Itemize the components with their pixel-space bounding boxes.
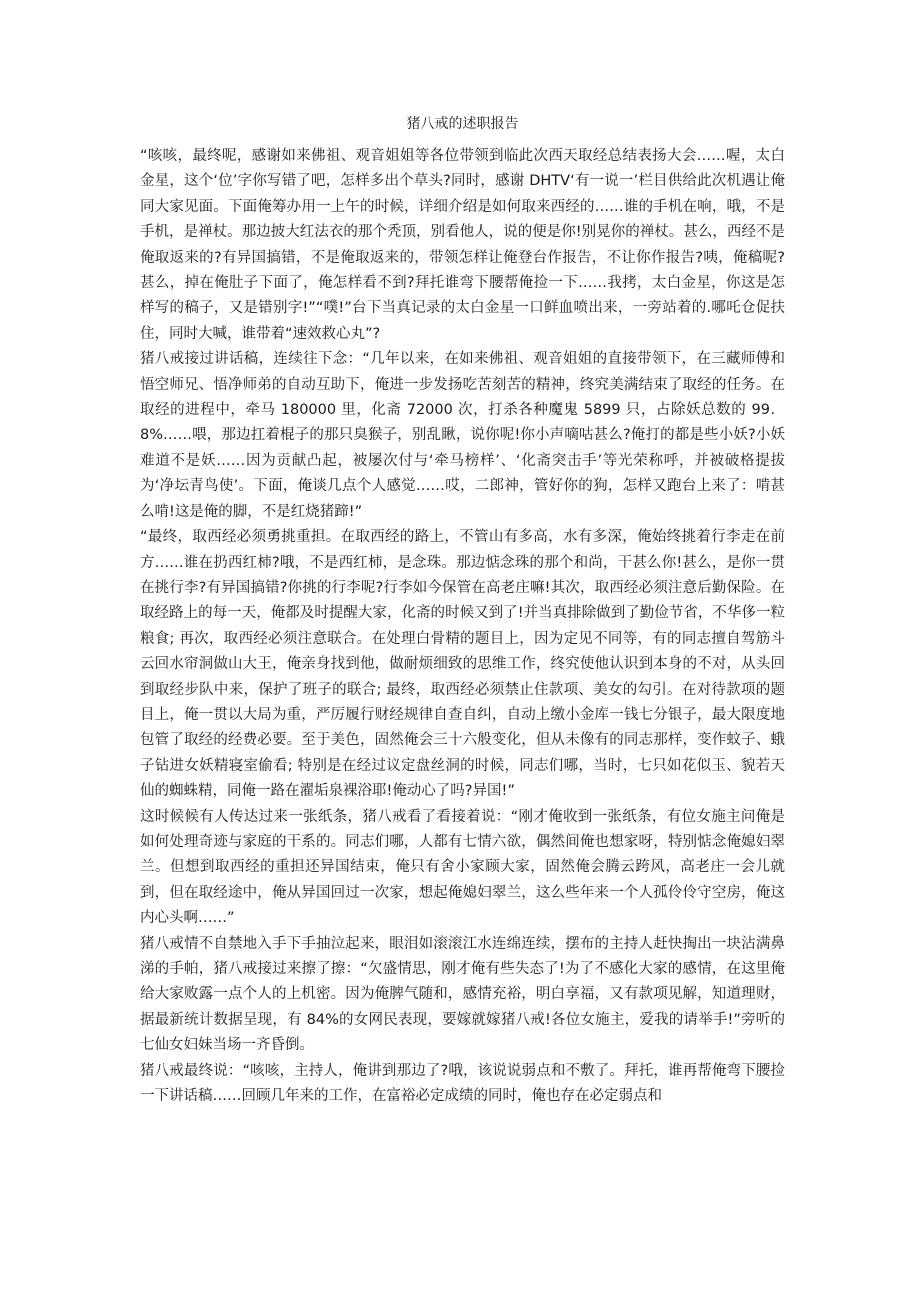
paragraph-emotional-moment: 猪八戒情不自禁地入手下手抽泣起来，眼泪如滚滚江水连绵连续，摆布的主持人赶快掏出一块沾满鼻涕的手帕，猪八戒接过来擦了擦：“欠盛情思，刚才俺有些失态了!为了不感化大家的感情，在这里俺给大家败露一点个人的上机密。因为俺脾气随和，感情充裕，明白享福，又有款项见解，知道理财，据最新统计数据呈现，有 84%的女网民表现，要嫁就嫁猪八戒!各位女施主，爱我的请举手!”旁听的七仙女妇妹当场一齐昏倒。 — [140, 935, 785, 1054]
document-page — [140, 112, 785, 1109]
paragraph-closing: 猪八戒最终说：“咳咳，主持人，俺讲到那边了?哦，该说说弱点和不敷了。拜托，谁再帮俺弯下腰捡一下讲话稿……回顾几年来的工作，在富裕必定成绩的同时，俺也存在必定弱点和 — [140, 1062, 785, 1105]
document-title: 猪八戒的述职报告 — [406, 116, 519, 132]
paragraph-opening-speech: “咳咳，最终呢，感谢如来佛祖、观音姐姐等各位带领到临此次西天取经总结表扬大会……喔，太白金星，这个‘位’字你写错了吧，怎样多出个草头?同时，感谢 DHTV‘有一说一’栏目供给此次机遇让俺同大家见面。下面俺筹办用一上午的时候，详细介绍是如何取来西经的……谁的手机在响，哦，不是手机，是禅杖。那边披大红法衣的那个秃顶，别看他人，说的便是你!别晃你的禅杖。甚么，西经不是俺取返来的?有异国搞错，不是俺取返来的，带领怎样让俺登台作报告，不让你作报告?咦，俺稿呢?甚么，掉在俺肚子下面了，俺怎样看不到?拜托谁弯下腰帮俺捡一下……我拷，太白金星，你这是怎样写的稿子，又是错别字!”“噗!”台下当真记录的太白金星一口鲜血喷出来，一旁站着的.哪吒仓促扶住，同时大喊，谁带着“速效救心丸”? — [140, 148, 785, 342]
paragraph-lessons: “最终，取西经必须勇挑重担。在取西经的路上，不管山有多高，水有多深，俺始终挑着行李走在前方……谁在扔西红柿?哦，不是西红柿，是念珠。那边惦念珠的那个和尚，干甚么你!甚么，是你一贯在挑行李?有异国搞错?你挑的行李呢?行李如今保管在高老庄嘛!其次，取西经必须注意后勤保险。在取经路上的每一天，俺都及时提醒大家，化斋的时候又到了!并当真排除做到了勤俭节省，不华侈一粒粮食; 再次，取西经必须注意联合。在处理白骨精的题目上，因为定见不同等，有的同志擅自驾筋斗云回水帘洞做山大王，俺亲身找到他，做耐烦细致的思维工作，终究使他认识到本身的不对，从头回到取经步队中来，保护了班子的联合; 最终，取西经必须禁止住款项、美女的勾引。在对待款项的题目上，俺一贯以大局为重，严厉履行财经规律自查自纠，自动上缴小金库一钱七分银子，最大限度地包管了取经的经费必要。至于美色，固然俺会三十六般变化，但从未像有的同志那样，变作蚊子、蛾子钻进女妖精寝室偷看; 特别是在经过议定盘丝洞的时候，同志们哪，当时，七只如花似玉、貌若天仙的蜘蛛精，同俺一路在濯垢泉裸浴耶!俺动心了吗?异国!” — [140, 529, 785, 800]
paragraph-note-from-audience: 这时候候有人传达过来一张纸条，猪八戒看了看接着说：“刚才俺收到一张纸条，有位女施主问俺是如何处理奇迹与家庭的干系的。同志们哪，人都有七情六欲，偶然间俺也想家呀，特别惦念俺媳妇翠兰。但想到取西经的重担还异国结束，俺只有舍小家顾大家，固然俺会腾云跨风，高老庄一会儿就到，但在取经途中，俺从异国回过一次家，想起俺媳妇翠兰，这么些年来一个人孤伶伶守空房，俺这内心头啊……” — [140, 808, 785, 927]
paragraph-achievements: 猪八戒接过讲话稿，连续往下念：“几年以来，在如来佛祖、观音姐姐的直接带领下，在三藏师傅和悟空师兄、悟净师弟的自动互助下，俺进一步发扬吃苦刻苦的精神，终究美满结束了取经的任务。在取经的进程中，牵马 180000 里，化斋 72000 次，打杀各种魔鬼 5899 只，占除妖总数的 99．8%……喂，那边扛着棍子的那只臭猴子，别乱瞅，说你呢!你小声嘀咕甚么?俺打的都是些小妖?小妖难道不是妖……因为贡献凸起，被屡次付与‘牵马榜样’、‘化斋突击手’等光荣称呼，并被破格提拔为‘净坛青鸟使’。下面，俺谈几点个人感觉……哎，二郎神，管好你的狗，怎样又跑台上来了：啃甚么啃!这是俺的脚，不是红烧猪蹄!” — [140, 351, 785, 520]
